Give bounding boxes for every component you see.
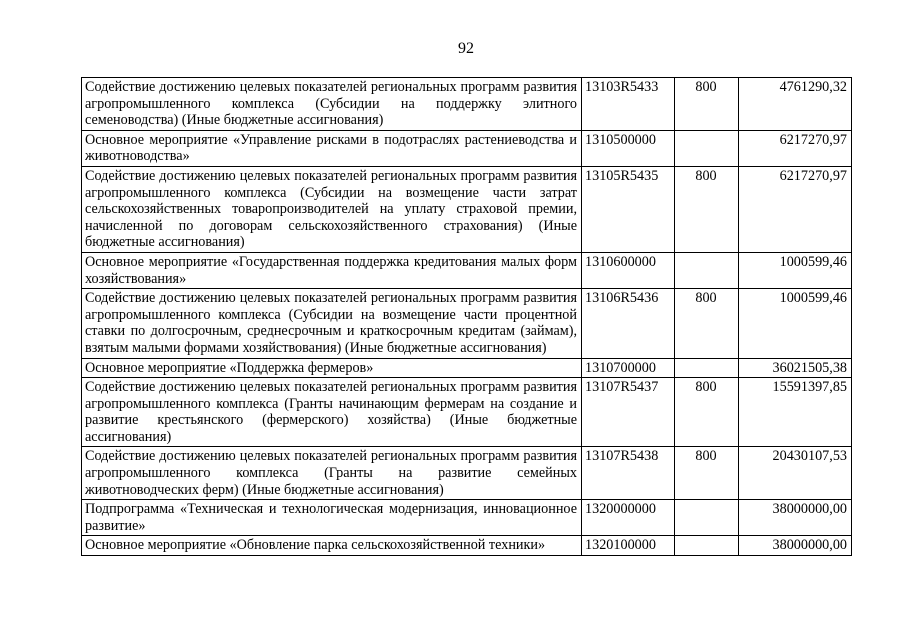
table-row — [82, 78, 852, 131]
row-expense-type: 800 — [675, 78, 739, 131]
row-name: Основное мероприятие «Поддержка фермеров» — [82, 358, 582, 378]
table-row — [82, 500, 852, 536]
row-amount: 20430107,53 — [739, 447, 852, 500]
page-number: 92 — [458, 40, 474, 57]
table-row — [82, 130, 852, 166]
row-target-code: 1320100000 — [582, 536, 675, 556]
row-target-code: 13105R5435 — [582, 166, 675, 252]
row-target-code: 13107R5438 — [582, 447, 675, 500]
row-name: Содействие достижению целевых показателей региональных программ развития агропромышленного комплекса (Гранты на развитие семейных животноводческих ферм) (Иные бюджетные ассигнования) — [82, 447, 582, 500]
row-expense-type — [675, 358, 739, 378]
row-amount: 1000599,46 — [739, 252, 852, 288]
table-row — [82, 447, 852, 500]
row-target-code: 13107R5437 — [582, 378, 675, 447]
row-name: Подпрограмма «Техническая и технологическая модернизация, инновационное развитие» — [82, 500, 582, 536]
row-expense-type: 800 — [675, 166, 739, 252]
table-row — [82, 252, 852, 288]
budget-allocation-table — [81, 77, 852, 556]
row-amount: 6217270,97 — [739, 130, 852, 166]
row-amount: 4761290,32 — [739, 78, 852, 131]
row-expense-type: 800 — [675, 447, 739, 500]
table-row — [82, 166, 852, 252]
row-expense-type: 800 — [675, 378, 739, 447]
row-target-code: 13103R5433 — [582, 78, 675, 131]
row-amount: 15591397,85 — [739, 378, 852, 447]
row-target-code: 1320000000 — [582, 500, 675, 536]
row-expense-type — [675, 130, 739, 166]
row-target-code: 1310600000 — [582, 252, 675, 288]
row-name: Содействие достижению целевых показателей региональных программ развития агропромышленного комплекса (Субсидии на возмещение части затрат сельскохозяйственных товаропроизводителей на уплату страховой премии, начисленной по договорам сельскохозяйственного страхования) (Иные бюджетные ассигнования) — [82, 166, 582, 252]
row-expense-type — [675, 536, 739, 556]
row-amount: 6217270,97 — [739, 166, 852, 252]
table-row — [82, 358, 852, 378]
row-amount: 1000599,46 — [739, 289, 852, 358]
row-target-code: 1310700000 — [582, 358, 675, 378]
row-target-code: 13106R5436 — [582, 289, 675, 358]
row-name: Основное мероприятие «Обновление парка сельскохозяйственной техники» — [82, 536, 582, 556]
row-amount: 38000000,00 — [739, 500, 852, 536]
row-amount: 38000000,00 — [739, 536, 852, 556]
row-name: Основное мероприятие «Государственная поддержка кредитования малых форм хозяйствования» — [82, 252, 582, 288]
row-name: Содействие достижению целевых показателей региональных программ развития агропромышленного комплекса (Субсидии на поддержку элитного семеноводства) (Иные бюджетные ассигнования) — [82, 78, 582, 131]
row-amount: 36021505,38 — [739, 358, 852, 378]
row-expense-type: 800 — [675, 289, 739, 358]
row-name: Основное мероприятие «Управление рисками в подотраслях растениеводства и животноводства» — [82, 130, 582, 166]
row-name: Содействие достижению целевых показателей региональных программ развития агропромышленного комплекса (Субсидии на возмещение части процентной ставки по долгосрочным, среднесрочным и краткосрочным кредитам (займам), взятым малыми формами хозяйствования) (Иные бюджетные ассигнования) — [82, 289, 582, 358]
table-row — [82, 378, 852, 447]
table-row — [82, 289, 852, 358]
row-name: Содействие достижению целевых показателей региональных программ развития агропромышленного комплекса (Гранты начинающим фермерам на создание и развитие крестьянского (фермерского) хозяйства) (Иные бюджетные ассигнования) — [82, 378, 582, 447]
row-target-code: 1310500000 — [582, 130, 675, 166]
row-expense-type — [675, 500, 739, 536]
table-row — [82, 536, 852, 556]
row-expense-type — [675, 252, 739, 288]
